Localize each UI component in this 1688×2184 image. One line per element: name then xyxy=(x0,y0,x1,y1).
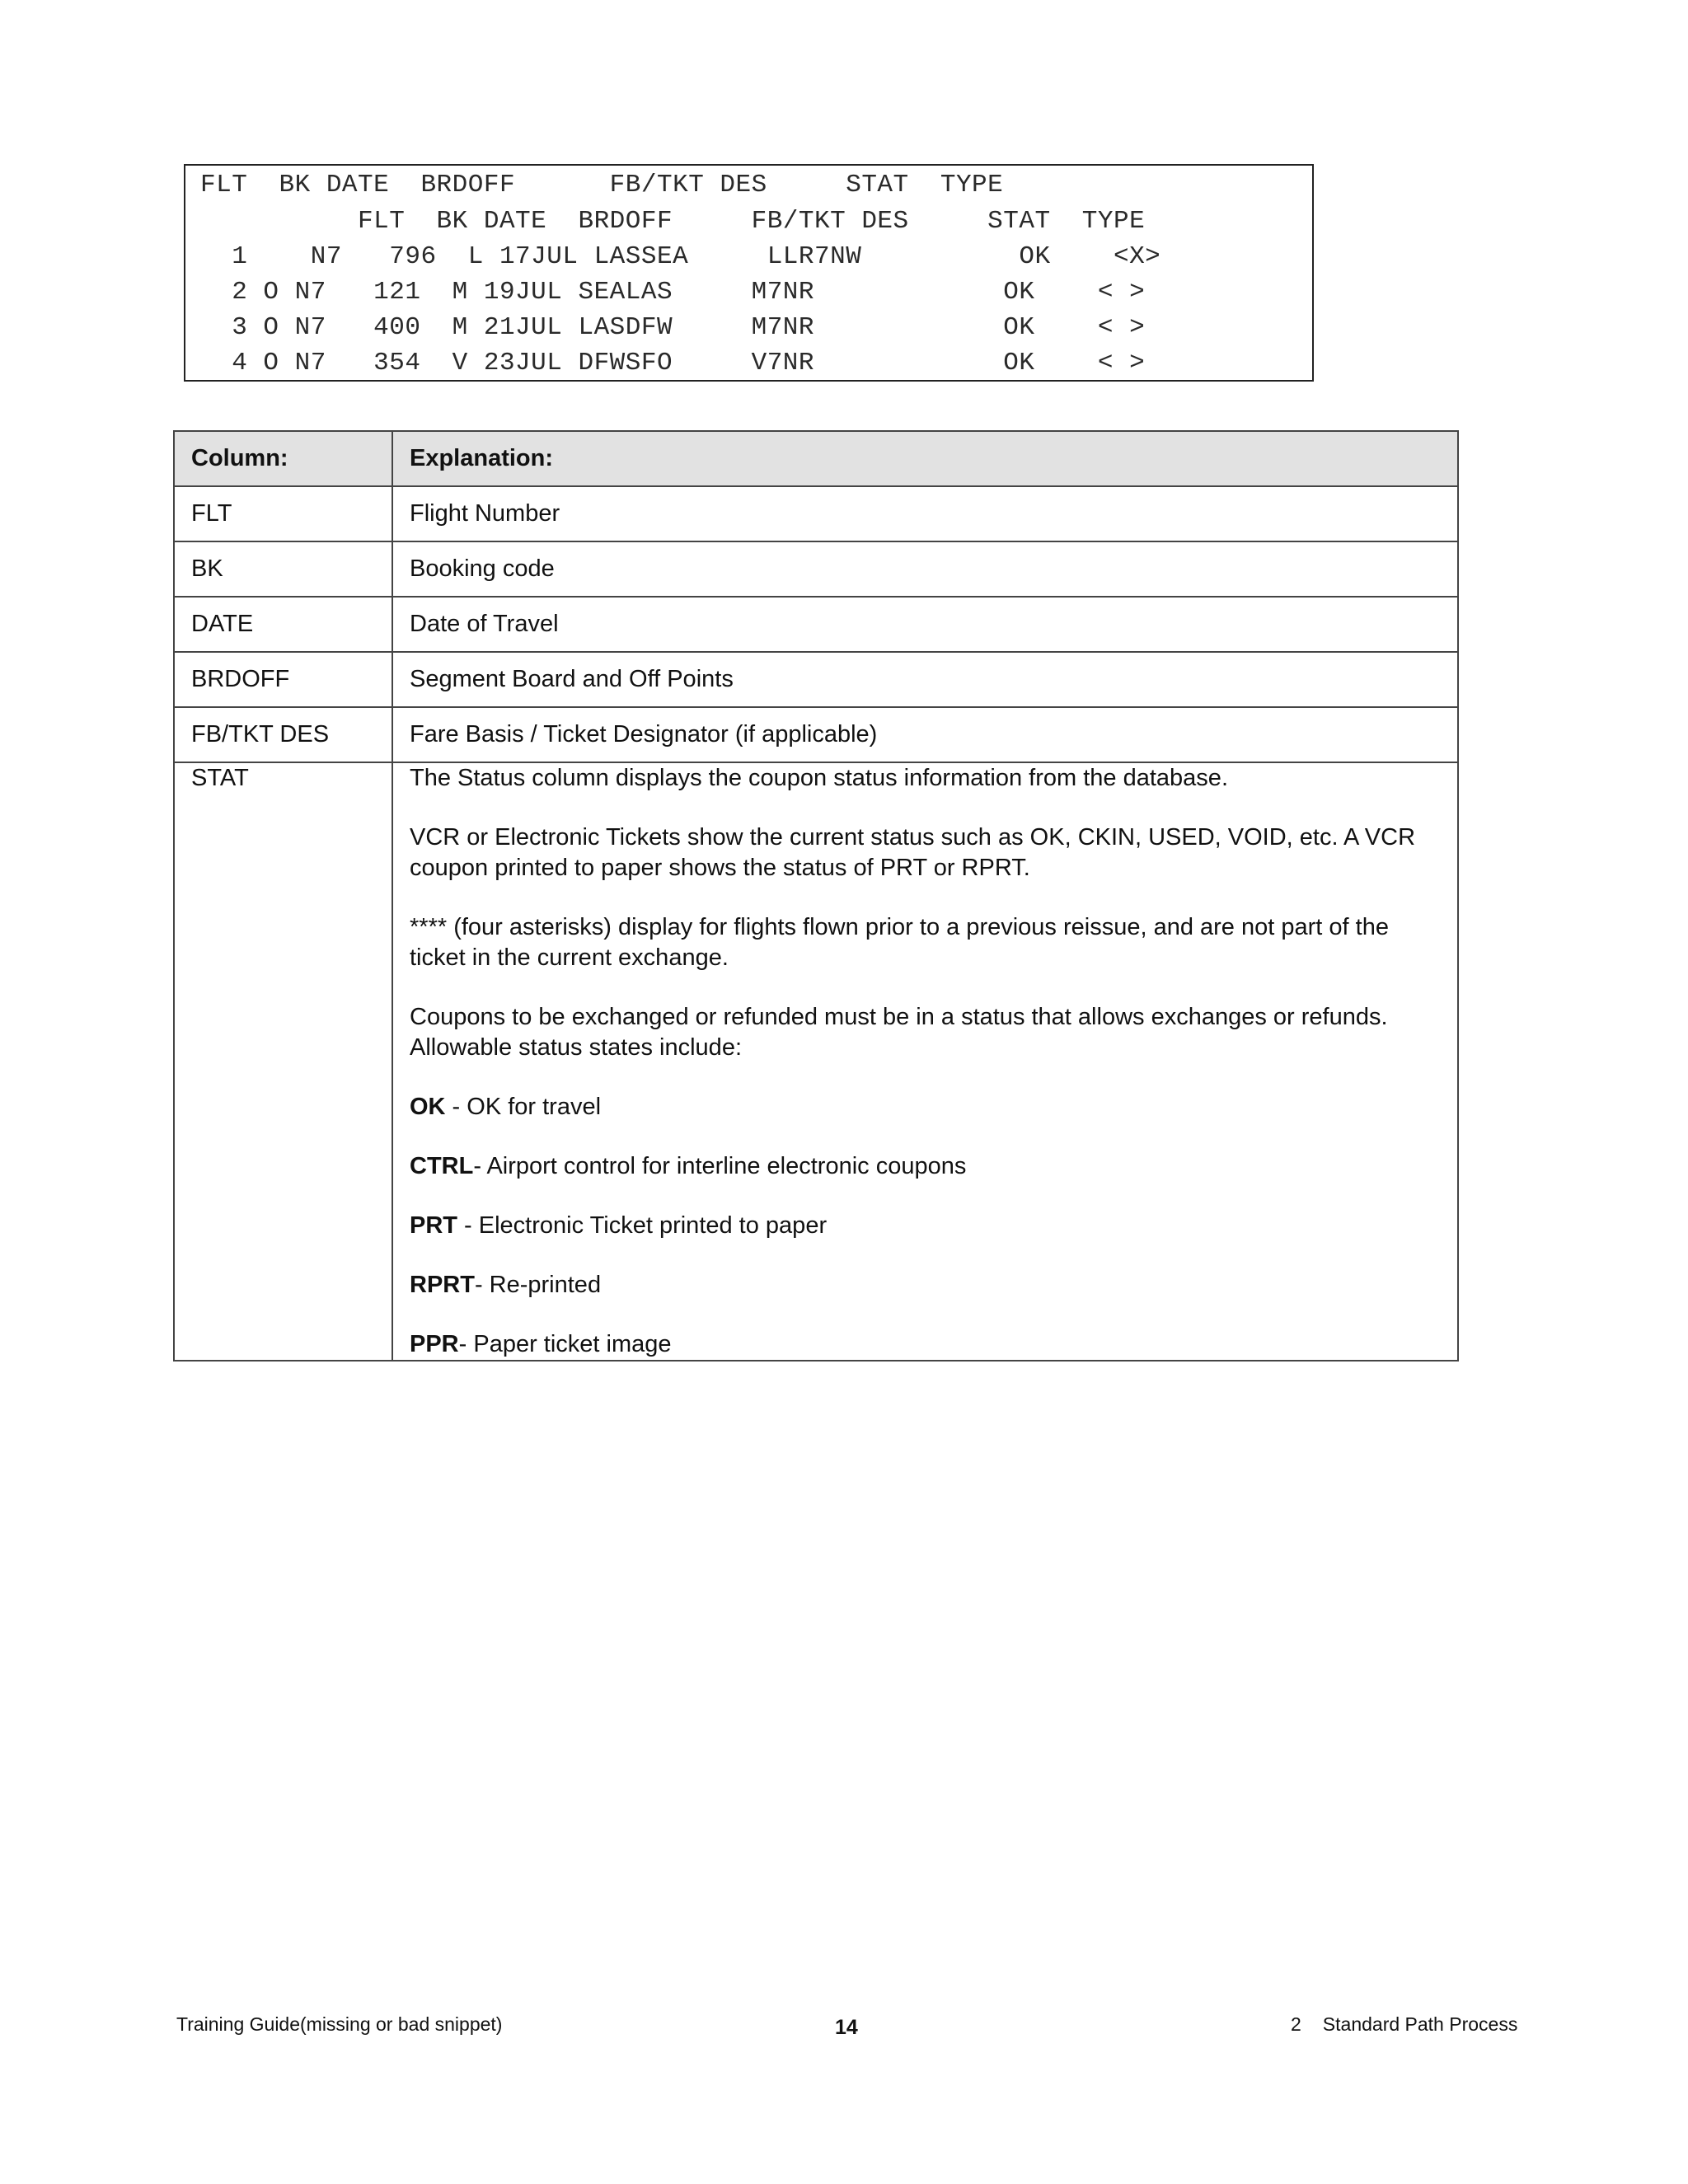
terminal-line: FLT BK DATE BRDOFF FB/TKT DES STAT TYPE xyxy=(200,207,1146,236)
stat-explanation-cell xyxy=(392,762,1458,1361)
status-code-item xyxy=(410,1211,1441,1241)
column-cell: FLT xyxy=(174,486,392,541)
explanation-header: Explanation: xyxy=(392,431,1458,486)
status-code: CTRL xyxy=(410,1153,474,1179)
status-description: - Electronic Ticket printed to paper xyxy=(457,1212,828,1239)
explanation-cell: Segment Board and Off Points xyxy=(392,652,1458,707)
status-description: - Re-printed xyxy=(474,1272,602,1298)
terminal-line: 3 O N7 400 M 21JUL LASDFW M7NR OK < > xyxy=(200,313,1146,342)
status-code: OK xyxy=(410,1094,446,1120)
table-row xyxy=(174,541,1458,597)
explanation-cell: Date of Travel xyxy=(392,597,1458,652)
explanation-cell: Booking code xyxy=(392,541,1458,597)
status-code-item xyxy=(410,1151,1441,1182)
status-code-item xyxy=(410,1092,1441,1122)
column-cell: FB/TKT DES xyxy=(174,707,392,762)
stat-paragraph: Coupons to be exchanged or refunded must be in a status that allows exchanges or refunds. Allowable status states include: xyxy=(410,1004,1388,1061)
stat-paragraph: The Status column displays the coupon status information from the database. xyxy=(410,765,1228,791)
table-header-row xyxy=(174,431,1458,486)
column-cell: STAT xyxy=(174,762,392,1361)
status-description: - Paper ticket image xyxy=(458,1331,672,1357)
table-row xyxy=(174,707,1458,762)
table-row xyxy=(174,486,1458,541)
table-row-stat xyxy=(174,762,1458,1361)
explanation-cell: Flight Number xyxy=(392,486,1458,541)
footer-chapter xyxy=(1291,2013,1517,2036)
footer-document-title: Training Guide(missing or bad snippet) xyxy=(176,2013,503,2035)
terminal-line: 2 O N7 121 M 19JUL SEALAS M7NR OK < > xyxy=(200,278,1146,307)
terminal-line: FLT BK DATE BRDOFF FB/TKT DES STAT TYPE xyxy=(200,171,1004,199)
terminal-line: 4 O N7 354 V 23JUL DFWSFO V7NR OK < > xyxy=(200,349,1146,377)
status-code-item xyxy=(410,1270,1441,1301)
status-code: PPR xyxy=(410,1331,459,1357)
status-code: PRT xyxy=(410,1212,457,1239)
column-cell: BK xyxy=(174,541,392,597)
footer-chapter-title: Standard Path Process xyxy=(1322,2013,1518,2035)
status-code: RPRT xyxy=(410,1272,475,1298)
explanation-cell: Fare Basis / Ticket Designator (if applicable) xyxy=(392,707,1458,762)
footer-page-number: 14 xyxy=(835,2016,858,2039)
status-description: - OK for travel xyxy=(445,1094,602,1120)
column-cell: DATE xyxy=(174,597,392,652)
stat-paragraph: **** (four asterisks) display for flights flown prior to a previous reissue, and are not part of the ticket in the current exchange. xyxy=(410,914,1389,971)
status-description: - Airport control for interline electronic coupons xyxy=(473,1153,967,1179)
terminal-line: 1 N7 796 L 17JUL LASSEA LLR7NW OK <X> xyxy=(200,242,1161,271)
table-row xyxy=(174,597,1458,652)
footer-chapter-number: 2 xyxy=(1291,2013,1301,2035)
stat-paragraph: VCR or Electronic Tickets show the current status such as OK, CKIN, USED, VOID, etc. A VCR coupon printed to paper shows the status of PRT or RPRT. xyxy=(410,824,1416,881)
terminal-screenshot xyxy=(184,164,1314,382)
column-cell: BRDOFF xyxy=(174,652,392,707)
explanation-table xyxy=(173,430,1459,1361)
table-row xyxy=(174,652,1458,707)
column-header: Column: xyxy=(174,431,392,486)
status-code-item xyxy=(410,1329,1441,1360)
